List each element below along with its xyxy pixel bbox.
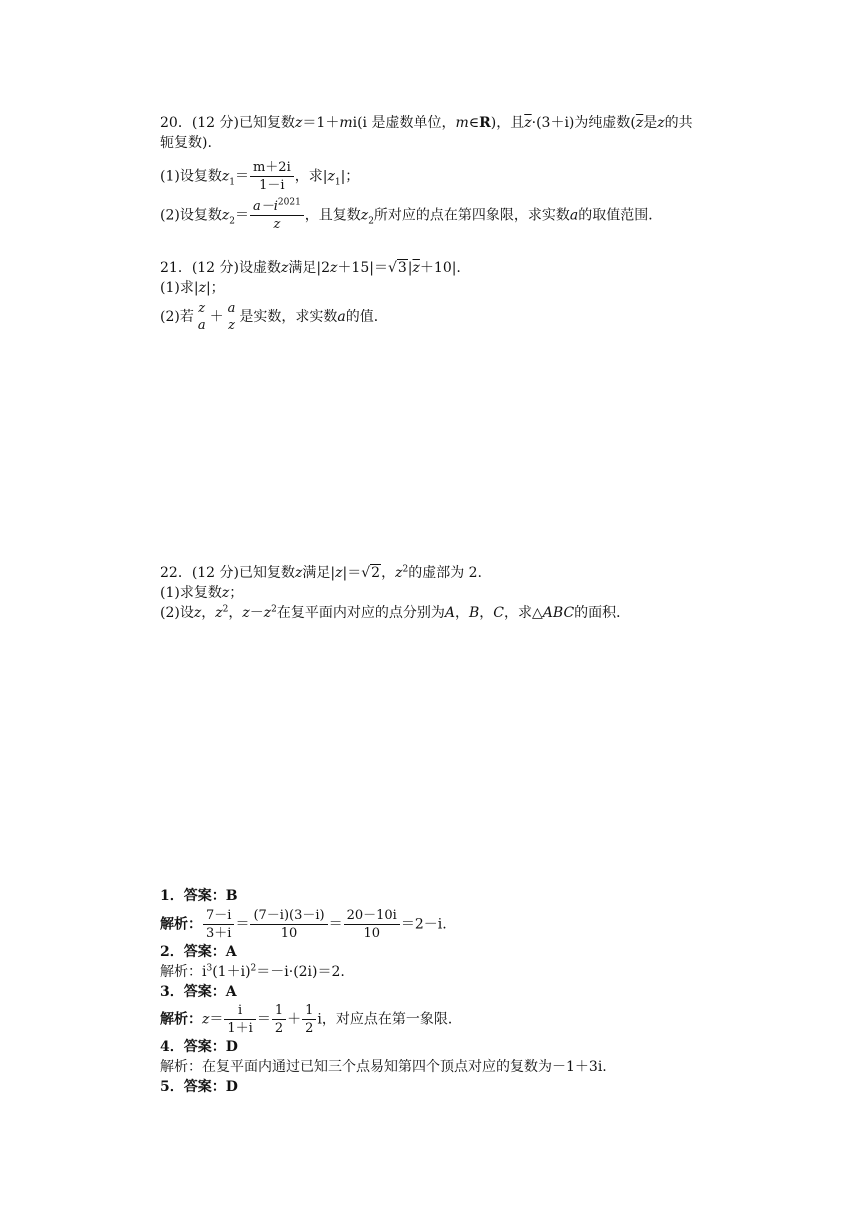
q22-var-z: z xyxy=(295,565,303,581)
q21-p2-text: (2)若 xyxy=(160,309,194,325)
q21-p1-text: |； xyxy=(205,280,225,296)
sqrt-radicand: 3 xyxy=(397,260,407,276)
q21-p2-text: ＋ xyxy=(209,309,224,325)
a3-var-z: z xyxy=(202,1011,210,1028)
q22-point-a: A xyxy=(444,605,455,621)
q22-p2-text: ， xyxy=(455,605,469,621)
q21-text: | xyxy=(407,260,413,276)
q22-p2-exponent: 2 xyxy=(222,604,229,615)
sqrt-symbol: √3 xyxy=(387,260,407,276)
q20-var-m: m xyxy=(455,115,469,131)
a3-text: ＝ xyxy=(256,1011,271,1028)
q22-text: 的虚部为 2. xyxy=(408,565,483,581)
q22-p1-text: ； xyxy=(229,585,244,601)
explanation-label: 解析： xyxy=(160,916,202,933)
q21-text: ＋15|＝ xyxy=(337,260,388,276)
q22-p2-var: z xyxy=(242,605,250,621)
fraction-numerator: (7－i)(3－i) xyxy=(250,907,327,925)
a1-text: ＝ xyxy=(235,916,250,933)
q21-fraction-a-over-z xyxy=(225,300,239,334)
q22-p2-text: － xyxy=(249,605,264,621)
a3-text: i，对应点在第一象限． xyxy=(317,1011,462,1028)
fraction-numerator: i xyxy=(224,1002,255,1020)
q20-p2-var-a: a xyxy=(569,207,579,224)
fraction-denominator: z xyxy=(228,318,235,333)
a3-fraction-1 xyxy=(224,1002,255,1037)
q20-p2-sub: 2 xyxy=(368,216,374,227)
fraction-denominator: 1－i xyxy=(259,178,285,193)
fraction-numerator: m＋2i xyxy=(250,159,294,177)
fraction-numerator: 1 xyxy=(302,1002,316,1020)
q22-p2-text: 的面积． xyxy=(574,605,631,621)
q20-text: ·(3＋i)为纯虚数( xyxy=(531,115,636,131)
q22-p2-var: z xyxy=(263,605,272,621)
q20-text: ＝1＋ xyxy=(302,115,340,131)
q22-p2-text: (2)设 xyxy=(160,605,194,621)
answer-1-explanation xyxy=(160,907,760,942)
answer-5-label: 5．答案：D xyxy=(160,1079,238,1095)
q21-p2-var-a: a xyxy=(337,309,346,325)
q20-set-r: R xyxy=(479,115,491,131)
fraction-denominator: 2 xyxy=(274,1021,284,1036)
q22-p1-var: z xyxy=(221,585,230,601)
q22-p2-text: ，求△ xyxy=(504,605,543,621)
q21-text: ＋10|. xyxy=(419,260,461,276)
q20-var-zbar: $\overline{z}$ xyxy=(524,115,532,131)
q21-part1 xyxy=(160,278,760,298)
fraction-numerator xyxy=(250,198,304,216)
q21-var-z: z xyxy=(281,260,289,276)
q20-part1 xyxy=(160,159,760,194)
q20-p1-sub: 1 xyxy=(334,177,341,188)
q21-head: 21．(12 分)设虚数 xyxy=(160,260,282,276)
fraction-denominator: 10 xyxy=(363,926,380,941)
answer-3-label: 3．答案：A xyxy=(160,984,237,1000)
q22-stem xyxy=(160,563,760,583)
a2-text: 解析：i xyxy=(160,964,207,980)
q22-text: ， xyxy=(381,565,396,581)
a1-text: ＝2－i. xyxy=(400,916,447,933)
a1-fraction-1 xyxy=(203,907,234,942)
q20-text: i(i 是虚数单位， xyxy=(352,115,456,131)
q20-p1-var: z xyxy=(327,168,335,185)
q22-p2-exponent: 2 xyxy=(271,604,277,615)
q20-var-z: z xyxy=(657,115,665,131)
q20-p2-text: (2)设复数 xyxy=(160,207,222,224)
fraction-numerator: a xyxy=(227,301,236,316)
q22-head: 22．(12 分)已知复数 xyxy=(160,565,296,581)
question-20 xyxy=(160,113,760,233)
q22-p2-text: ， xyxy=(228,605,243,621)
q22-var-z: z xyxy=(335,565,343,581)
q20-var-zbar: $\overline{z}$ xyxy=(635,115,644,131)
q20-part2 xyxy=(160,198,760,233)
q20-p2-text: 所对应的点在第四象限，求实数 xyxy=(373,207,570,224)
q21-p2-text: 是实数，求实数 xyxy=(239,309,338,325)
a3-fraction-3 xyxy=(302,1002,316,1037)
fraction-numerator: z xyxy=(198,301,206,316)
q21-fraction-z-over-a xyxy=(195,300,209,334)
q21-var-zbar: $\overline{z}$ xyxy=(412,260,420,276)
q22-p2-var: z xyxy=(193,605,202,621)
a3-text: ＋ xyxy=(287,1011,302,1028)
q20-p1-sub: 1 xyxy=(229,177,235,188)
explanation-label: 解析： xyxy=(160,1011,202,1028)
fraction-denominator: a xyxy=(197,318,206,333)
q20-stem-line2: 轭复数). xyxy=(160,135,212,151)
q20-text: )，且 xyxy=(490,115,525,131)
q20-var-m: m xyxy=(339,115,353,131)
q20-p2-sub: 2 xyxy=(229,216,235,227)
q20-p1-text: ＝ xyxy=(234,168,249,185)
fraction-numerator: 20－10i xyxy=(344,907,400,925)
q21-stem xyxy=(160,258,760,278)
question-21 xyxy=(160,258,760,334)
answer-section xyxy=(160,886,760,1097)
fraction-numerator: 1 xyxy=(272,1002,286,1020)
q20-p1-fraction xyxy=(250,159,294,194)
q20-var-z: z xyxy=(295,115,303,131)
a2-text: ＝－i·(2i)＝2. xyxy=(256,964,345,980)
sqrt-symbol: √2 xyxy=(361,565,381,581)
a3-text: ＝ xyxy=(209,1011,224,1028)
q20-p2-fraction xyxy=(250,198,304,233)
q22-triangle-abc: ABC xyxy=(542,605,575,621)
answer-4-explanation: 解析：在复平面内通过已知三个点易知第四个顶点对应的复数为－1＋3i. xyxy=(160,1059,607,1075)
q20-text: ∈ xyxy=(468,115,480,131)
q20-p2-text: ，且复数 xyxy=(304,207,361,224)
a1-fraction-2 xyxy=(250,907,327,942)
answer-4-label: 4．答案：D xyxy=(160,1039,238,1055)
q22-text: 满足| xyxy=(302,565,336,581)
q20-p2-text: 的取值范围． xyxy=(578,207,663,224)
q20-p2-text: ＝ xyxy=(234,207,249,224)
q20-p1-text: (1)设复数 xyxy=(160,168,222,185)
q22-p2-text: ， xyxy=(201,605,216,621)
a2-text: (1＋i) xyxy=(212,964,251,980)
q21-p1-var: z xyxy=(198,280,206,296)
a2-exponent: 3 xyxy=(206,963,213,974)
answer-1-label: 1．答案：B xyxy=(160,888,238,904)
numerator-exponent: 2021 xyxy=(277,197,301,208)
q20-text: 是 xyxy=(643,115,658,131)
q21-p2-text: 的值． xyxy=(345,309,388,325)
a3-fraction-2 xyxy=(272,1002,286,1037)
q21-text: 满足|2 xyxy=(288,260,331,276)
q20-head: 20．(12 分)已知复数 xyxy=(160,115,296,131)
q20-p1-var: z xyxy=(221,168,230,185)
a1-fraction-3 xyxy=(344,907,400,942)
a2-exponent: 2 xyxy=(250,963,257,974)
numerator-text: a－i xyxy=(252,199,278,214)
q22-var-z: z xyxy=(395,565,403,581)
a1-text: ＝ xyxy=(328,916,343,933)
fraction-denominator: 1＋i xyxy=(227,1021,253,1036)
fraction-denominator: 3＋i xyxy=(206,926,232,941)
fraction-denominator: z xyxy=(273,217,281,232)
answer-2-explanation xyxy=(160,962,760,982)
q22-p2-text: ， xyxy=(479,605,494,621)
answer-2-label: 2．答案：A xyxy=(160,944,237,960)
fraction-denominator: 10 xyxy=(280,926,298,941)
sqrt-radicand: 2 xyxy=(371,565,381,581)
answer-3-explanation xyxy=(160,1002,760,1037)
q22-text: |＝ xyxy=(342,565,362,581)
q20-p2-var: z xyxy=(360,207,369,224)
q20-p1-text: ，求| xyxy=(294,168,328,185)
q22-p2-text: 在复平面内对应的点分别为 xyxy=(276,605,445,621)
question-22 xyxy=(160,563,760,623)
q22-p1-text: (1)求复数 xyxy=(160,585,222,601)
q22-p2-var: z xyxy=(215,605,223,621)
q22-point-b: B xyxy=(469,605,480,621)
q20-stem xyxy=(160,113,760,133)
fraction-numerator: 7－i xyxy=(203,907,234,925)
q21-p1-text: (1)求| xyxy=(160,280,199,296)
q21-part2 xyxy=(160,300,760,334)
q22-exponent: 2 xyxy=(402,564,409,575)
q20-text: 的共 xyxy=(664,115,693,131)
q20-p2-var: z xyxy=(221,207,230,224)
q20-p1-text: |； xyxy=(340,168,360,185)
q21-var-z: z xyxy=(330,260,338,276)
q22-part1 xyxy=(160,583,760,603)
q22-part2 xyxy=(160,603,760,623)
q22-point-c: C xyxy=(493,605,505,621)
fraction-denominator: 2 xyxy=(305,1021,314,1036)
